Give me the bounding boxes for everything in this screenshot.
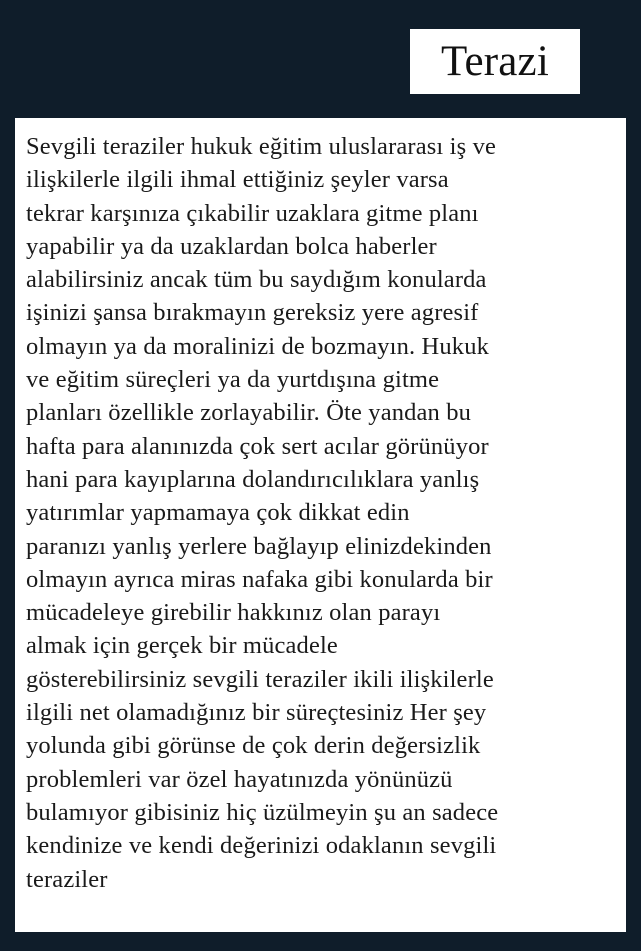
text-line: almak için gerçek bir mücadele: [26, 632, 338, 660]
text-line: ilişkilerle ilgili ihmal ettiğiniz şeyler varsa: [26, 166, 449, 194]
text-line: yolunda gibi görünse de çok derin değersizlik: [26, 732, 481, 760]
text-card: [15, 118, 626, 932]
text-line: problemleri var özel hayatınızda yönünüzü: [26, 765, 453, 793]
text-line: hani para kayıplarına dolandırıcılıklara yanlış: [26, 465, 480, 493]
text-line: teraziler: [26, 865, 108, 893]
text-line: yatırımlar yapmamaya çok dikkat edin: [26, 499, 410, 527]
text-line: planları özellikle zorlayabilir. Öte yandan bu: [26, 399, 472, 427]
title-box: [410, 29, 580, 94]
text-line: olmayın ya da moralinizi de bozmayın. Hukuk: [26, 332, 489, 360]
text-line: ilgili net olamadığınız bir süreçtesiniz Her şey: [26, 699, 487, 727]
text-line: kendinize ve kendi değerinizi odaklanın sevgili: [26, 832, 497, 860]
text-line: hafta para alanınızda çok sert acılar görünüyor: [26, 432, 489, 460]
text-line: paranızı yanlış yerlere bağlayıp elinizdekinden: [26, 532, 492, 560]
text-line: gösterebilirsiniz sevgili teraziler ikili ilişkilerle: [26, 665, 494, 693]
text-line: Sevgili teraziler hukuk eğitim uluslararası iş ve: [26, 133, 497, 160]
text-line: tekrar karşınıza çıkabilir uzaklara gitme planı: [26, 199, 479, 227]
text-line: işinizi şansa bırakmayın gereksiz yere agresif: [26, 299, 479, 327]
text-line: ve eğitim süreçleri ya da yurtdışına gitme: [26, 366, 440, 394]
text-line: yapabilir ya da uzaklardan bolca haberler: [26, 232, 437, 260]
page-title: Terazi: [441, 38, 549, 85]
text-line: olmayın ayrıca miras nafaka gibi konularda bir: [26, 565, 493, 593]
text-line: alabilirsiniz ancak tüm bu saydığım konularda: [26, 266, 487, 294]
text-line: bulamıyor gibisiniz hiç üzülmeyin şu an sadece: [26, 798, 499, 826]
text-line: mücadeleye girebilir hakkınız olan parayı: [26, 599, 441, 627]
